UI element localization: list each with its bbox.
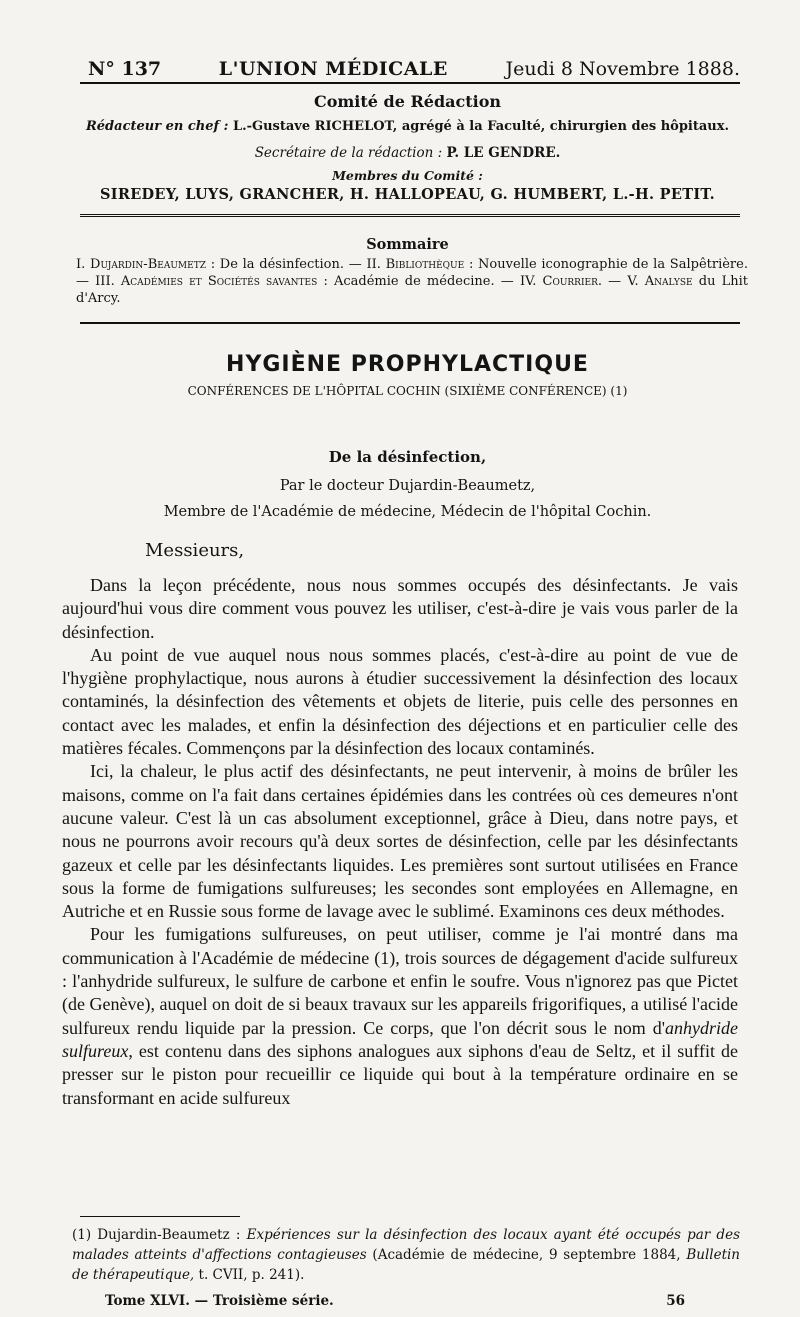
editor-label: Rédacteur en chef : (85, 119, 229, 134)
paragraph: Au point de vue auquel nous nous sommes placés, c'est-à-dire au point de vue de l'hygiène prophylactique, nous aurons à étudier successivement la désinfection des locaux contaminés, la désinfection des vêtements et objets de literie, puis celle des personnes en contact avec les malades, et enfin la désinfection des déjections et en particulier celle des matières fécales. Commençons par la désinfection des locaux contaminés. (62, 644, 738, 759)
footnote (72, 1225, 740, 1285)
secretary-label: Secrétaire de la rédaction : (254, 145, 443, 161)
summary-list (76, 256, 748, 307)
author-affiliation: Membre de l'Académie de médecine, Médecin de l'hôpital Cochin. (163, 504, 652, 520)
article-body (62, 574, 738, 1110)
conference-subtitle: CONFÉRENCES DE L'HÔPITAL COCHIN (SIXIÈME CONFÉRENCE) (1) (187, 384, 628, 398)
paragraph: Pour les fumigations sulfureuses, on peut utiliser, comme je l'ai montré dans ma communication à l'Académie de médecine (1), trois sources de dégagement d'acide sulfureux : l'anhydride sulfureux, le sulfure de carbone et enfin le soufre. Vous n'ignorez pas que Pictet (de Genève), auquel on doit de si beaux travaux sur les appareils frigorifiques, a utilisé l'acide sulfureux rendu liquide par la pression. Ce corps, que l'on décrit sous le nom d'anhydride sulfureux, est contenu dans des siphons analogues aux siphons d'eau de Seltz, et il suffit de presser sur le piston pour recueillir ce liquide qui bout à la température ordinaire en se transformant en acide sulfureux (62, 924, 738, 1108)
footnote-marker: (1) Dujardin-Beaumetz : (72, 1227, 241, 1243)
footnote-rule (80, 1216, 240, 1217)
page-footer (105, 1293, 685, 1309)
italic-term: anhydride sulfureux (62, 1017, 738, 1061)
summary-item: II. Bibliothèque : Nouvelle iconographie de la Salpêtrière. — (76, 257, 748, 289)
footnote-title: Expériences sur la désinfection des locaux ayant été occupés par des malades atteints d'affections contagieuses (72, 1227, 740, 1263)
footnote-ref: t. CVII, p. 241). (198, 1267, 305, 1283)
committee-rule (80, 214, 740, 220)
article-author: Par le docteur Dujardin-Beaumetz, (279, 478, 536, 494)
summary-item: IV. Courrier. — (519, 274, 622, 289)
secretary (70, 145, 745, 161)
summary-item: V. Analyse du Lhit d'Arcy. (76, 274, 749, 306)
summary-item: I. Dujardin-Beaumetz : De la désinfection. — (76, 257, 362, 272)
page-number: 56 (666, 1293, 685, 1309)
journal-title: L'UNION MÉDICALE (218, 58, 448, 80)
paragraph: Dans la leçon précédente, nous nous sommes occupés des désinfectants. Je vais aujourd'hui vous dire comment vous pouvez les utiliser, c'est-à-dire je vais vous parler de la désinfection. (62, 575, 738, 642)
page-header (88, 44, 740, 80)
summary-item: III. Académies et Sociétés savantes : Académie de médecine. — (95, 274, 514, 289)
committee-title: Comité de Rédaction (313, 92, 502, 111)
members-label: Membres du Comité : (332, 168, 483, 183)
editor-name: L.-Gustave RICHELOT, agrégé à la Faculté, chirurgien des hôpitaux. (232, 119, 730, 134)
committee-members: SIREDEY, LUYS, GRANCHER, H. HALLOPEAU, G. HUMBERT, L.-H. PETIT. (100, 186, 715, 203)
secretary-name: P. LE GENDRE. (446, 145, 561, 161)
footnote-source: (Académie de médecine, 9 septembre 1884, (372, 1247, 681, 1263)
salutation: Messieurs, (145, 540, 245, 561)
paragraph: Ici, la chaleur, le plus actif des désinfectants, ne peut intervenir, à moins de brûler les maisons, comme on l'a fait dans certaines épidémies dans les contrées où ces demeures n'ont aucune valeur. C'est là un cas absolument exceptionnel, grâce à Dieu, dans notre pays, et nous ne pourrons avoir recours qu'à deux sortes de désinfection, celle par les désinfectants gazeux et celle par les désinfectants liquides. Les premières sont surtout utilisées en France sous la forme de fumigations sulfureuses; les secondes sont employées en Allemagne, en Autriche et en Russie sous forme de lavage avec le sublimé. Examinons ces deux méthodes. (62, 761, 738, 922)
article-title: De la désinfection, (328, 448, 487, 466)
footnote-bulletin: Bulletin de thérapeutique, (72, 1247, 741, 1283)
editor-in-chief (70, 119, 745, 134)
summary-rule (80, 322, 740, 324)
header-rule (80, 82, 740, 84)
tome-label: Tome XLVI. — Troisième série. (105, 1293, 334, 1309)
summary-title: Sommaire (366, 236, 449, 253)
issue-date: Jeudi 8 Novembre 1888. (505, 58, 740, 80)
issue-number: N° 137 (88, 58, 162, 80)
section-title: HYGIÈNE PROPHYLACTIQUE (226, 352, 589, 377)
